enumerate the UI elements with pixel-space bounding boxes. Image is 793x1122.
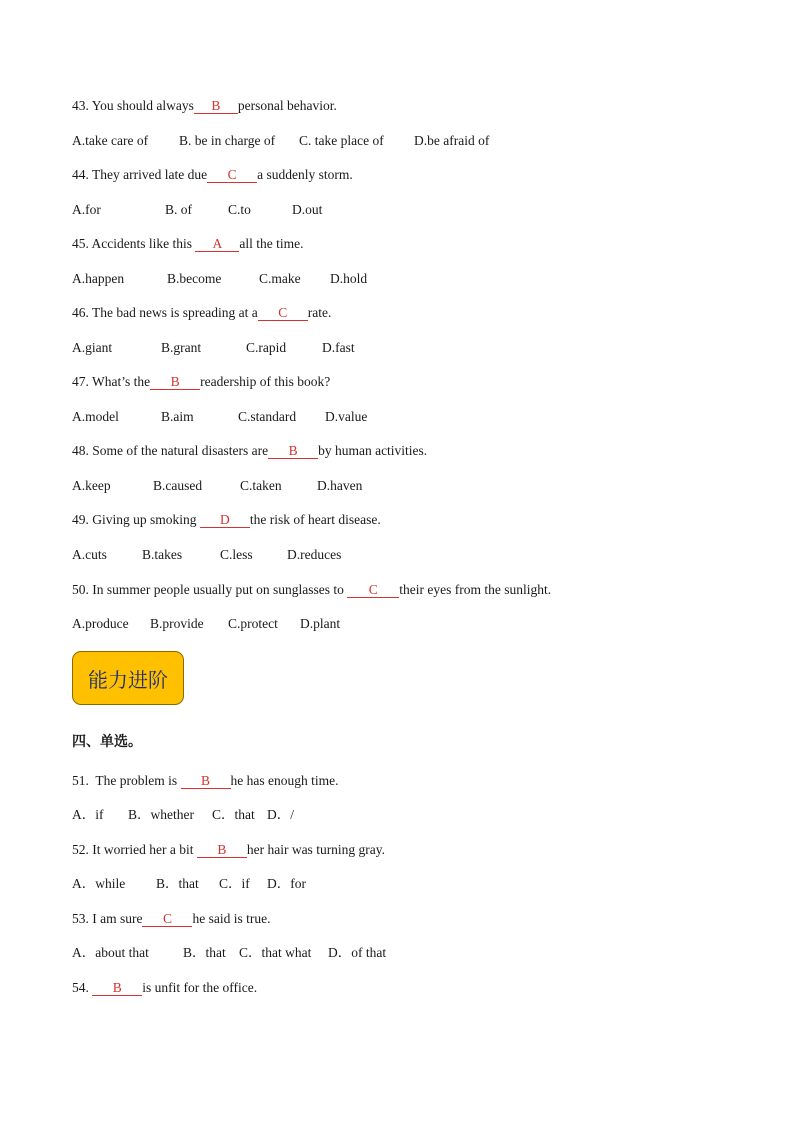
question-stem: 43. You should always <box>72 98 194 113</box>
option-b: B.grant <box>161 340 202 355</box>
option-a: A．while <box>72 876 126 891</box>
option-b: B. be in charge of <box>179 133 276 148</box>
section-heading: 四、单选。 <box>72 734 142 750</box>
option-d: D.hold <box>330 271 368 286</box>
option-a: A.for <box>72 202 101 217</box>
option-c: C．that what <box>239 945 312 960</box>
option-c: C. take place of <box>299 133 384 148</box>
question-stem: 51. The problem is <box>72 773 181 788</box>
option-a: A．if <box>72 807 104 822</box>
question-stem-rest: rate. <box>307 305 332 320</box>
option-a: A.happen <box>72 271 125 286</box>
option-a: A.produce <box>72 616 129 631</box>
answer-blank: B <box>92 980 142 996</box>
question-53 <box>72 910 270 928</box>
option-a: A.giant <box>72 340 113 355</box>
question-43 <box>72 97 337 115</box>
section-badge: 能力进阶 <box>72 651 184 705</box>
question-52 <box>72 841 385 859</box>
question-45 <box>72 235 303 253</box>
option-c: C.to <box>228 202 251 217</box>
question-stem-rest: their eyes from the sunlight. <box>399 582 552 597</box>
option-a: A.model <box>72 409 119 424</box>
question-stem-rest: by human activities. <box>318 443 428 458</box>
option-b: B．that <box>156 876 199 891</box>
question-stem: 49. Giving up smoking <box>72 512 200 527</box>
option-c: C.less <box>220 547 253 562</box>
answer-blank: B <box>150 374 200 390</box>
option-c: C.protect <box>228 616 278 631</box>
question-stem-rest: her hair was turning gray. <box>246 842 386 857</box>
question-stem-rest: a suddenly storm. <box>257 167 353 182</box>
question-stem: 47. What’s the <box>72 374 151 389</box>
option-c: C.make <box>259 271 301 286</box>
question-stem: 46. The bad news is spreading at a <box>72 305 258 320</box>
question-stem: 54. <box>72 980 93 995</box>
option-b: B. of <box>165 202 192 217</box>
option-d: D．/ <box>267 807 294 822</box>
question-stem-rest: readership of this book? <box>200 374 331 389</box>
question-stem: 52. It worried her a bit <box>72 842 197 857</box>
answer-blank: B <box>197 842 247 858</box>
question-stem: 44. They arrived late due <box>72 167 208 182</box>
answer-blank: C <box>347 582 399 598</box>
question-48 <box>72 442 427 460</box>
answer-blank: A <box>195 236 239 252</box>
option-d: D．for <box>267 876 306 891</box>
option-b: B.caused <box>153 478 203 493</box>
answer-blank: D <box>200 512 250 528</box>
question-stem: 50. In summer people usually put on sunglasses to <box>72 582 348 597</box>
option-a: A.cuts <box>72 547 107 562</box>
option-c: C．if <box>219 876 250 891</box>
option-b: B．that <box>183 945 226 960</box>
option-d: D.reduces <box>287 547 342 562</box>
option-d: D.plant <box>300 616 341 631</box>
option-d: D.haven <box>317 478 363 493</box>
question-stem: 45. Accidents like this <box>72 236 196 251</box>
question-stem: 48. Some of the natural disasters are <box>72 443 269 458</box>
option-a: A.take care of <box>72 133 149 148</box>
question-54 <box>72 979 257 997</box>
option-a: A．about that <box>72 945 149 960</box>
option-d: D.out <box>292 202 323 217</box>
answer-blank: C <box>207 167 257 183</box>
answer-blank: B <box>181 773 231 789</box>
option-c: C.taken <box>240 478 282 493</box>
option-c: C．that <box>212 807 255 822</box>
question-stem-rest: personal behavior. <box>237 98 337 113</box>
question-44 <box>72 166 353 184</box>
option-b: B.provide <box>150 616 204 631</box>
question-stem-rest: he has enough time. <box>230 773 339 788</box>
option-a: A.keep <box>72 478 111 493</box>
option-b: B.become <box>167 271 222 286</box>
option-c: C.standard <box>238 409 297 424</box>
answer-blank: B <box>194 98 238 114</box>
question-49 <box>72 511 381 529</box>
option-c: C.rapid <box>246 340 287 355</box>
answer-blank: C <box>258 305 308 321</box>
option-b: B.takes <box>142 547 183 562</box>
answer-blank: C <box>142 911 192 927</box>
option-b: B.aim <box>161 409 194 424</box>
option-d: D.be afraid of <box>414 133 490 148</box>
question-46 <box>72 304 331 322</box>
option-d: D．of that <box>328 945 387 960</box>
question-stem-rest: the risk of heart disease. <box>249 512 381 527</box>
question-stem-rest: all the time. <box>239 236 304 251</box>
option-b: B．whether <box>128 807 194 822</box>
question-47 <box>72 373 330 391</box>
question-stem: 53. I am sure <box>72 911 143 926</box>
option-d: D.fast <box>322 340 355 355</box>
option-d: D.value <box>325 409 368 424</box>
answer-blank: B <box>268 443 318 459</box>
question-50 <box>72 581 551 599</box>
question-stem-rest: he said is true. <box>192 911 271 926</box>
question-51 <box>72 772 338 790</box>
question-stem-rest: is unfit for the office. <box>142 980 258 995</box>
